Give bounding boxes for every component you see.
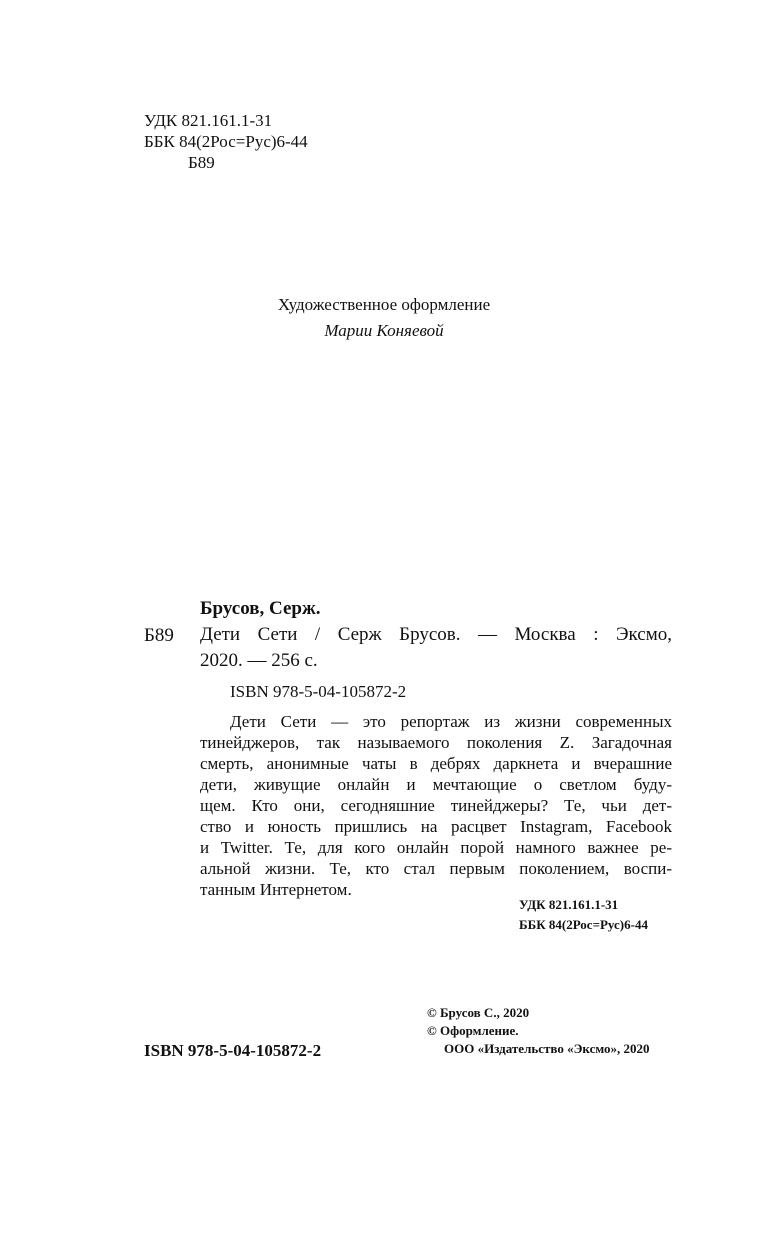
classification-block-bottom xyxy=(519,895,648,935)
copyright-author: © Брусов С., 2020 xyxy=(427,1005,530,1020)
copyright-design: © Оформление. xyxy=(427,1023,519,1038)
copyright-block xyxy=(427,1004,650,1058)
author-mark: Б89 xyxy=(188,153,215,172)
design-credit-name: Марии Коняевой xyxy=(324,321,444,340)
udk-code-bottom: УДК 821.161.1-31 xyxy=(519,897,619,912)
annotation-line: и Twitter. Те, для кого онлайн порой намного важнее ре- xyxy=(200,838,672,857)
udk-code: УДК 821.161.1-31 xyxy=(144,111,273,130)
design-credit xyxy=(0,292,768,344)
record-description-line1: Дети Сети / Серж Брусов. — Москва : Эксмо, xyxy=(200,624,672,645)
annotation-line: ство и юность пришлись на расцвет Instagram, Facebook xyxy=(200,817,672,836)
record-author: Брусов, Серж. xyxy=(200,598,321,619)
design-credit-label: Художественное оформление xyxy=(277,295,491,314)
annotation-line: танным Интернетом. xyxy=(200,880,352,899)
bbk-code-bottom: ББК 84(2Рос=Рус)6-44 xyxy=(519,917,648,932)
annotation xyxy=(200,711,672,900)
isbn-bottom: ISBN 978-5-04-105872-2 xyxy=(144,1041,322,1060)
annotation-line: тинейджеров, так называемого поколения Z. Загадочная xyxy=(200,733,672,752)
record-isbn: ISBN 978-5-04-105872-2 xyxy=(230,682,407,701)
classification-block-top xyxy=(144,110,308,173)
bbk-code: ББК 84(2Рос=Рус)6-44 xyxy=(144,132,308,151)
annotation-line: смерть, анонимные чаты в дебрях даркнета и вчерашние xyxy=(200,754,672,773)
record-description-line2: 2020. — 256 с. xyxy=(200,650,318,671)
annotation-line: щем. Кто они, сегодняшние тинейджеры? Те, чьи дет- xyxy=(200,796,672,815)
annotation-line: альной жизни. Те, кто стал первым поколением, воспи- xyxy=(200,859,672,878)
copyright-publisher: ООО «Издательство «Эксмо», 2020 xyxy=(444,1041,650,1056)
annotation-line: дети, живущие онлайн и мечтающие о светлом буду- xyxy=(200,775,672,794)
annotation-line: Дети Сети — это репортаж из жизни современных xyxy=(230,712,672,731)
record-author-mark: Б89 xyxy=(144,625,174,646)
